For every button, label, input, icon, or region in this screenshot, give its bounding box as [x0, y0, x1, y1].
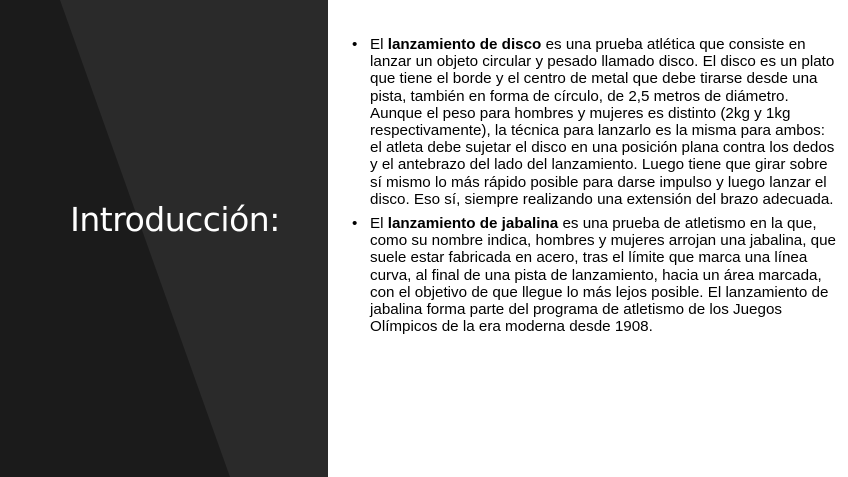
bullet-list: [352, 36, 838, 342]
slide-title: Introducción:: [70, 200, 280, 239]
bullet-text-bold: lanzamiento de disco: [387, 36, 542, 53]
bullet-item-disco: [352, 36, 838, 208]
bullet-text-bold: lanzamiento de jabalina: [387, 215, 559, 233]
bullet-icon: •: [352, 215, 358, 233]
bullet-text-post: es una prueba de atletismo en la que, como su nombre indica, hombres y mujeres arrojan una jabalina, que suele estar fabricada en acero, tras el límite que marca una línea curva, al final de una pista de lanzamiento, hacia un área marcada, con el objetivo de que llegue lo más lejos posible. El lanzamiento de jabalina forma parte del programa de atletismo de los Juegos Olímpicos de la era moderna desde 1908.: [370, 215, 836, 336]
bullet-item-jabalina: [352, 215, 838, 335]
content-panel: [328, 0, 848, 477]
bullet-text-post: es una prueba atlética que consiste en lanzar un objeto circular y pesado llamado disco. El disco es un plato que tiene el borde y el centro de metal que debe tirarse desde una pista, también en forma de círculo, de 2,5 metros de diámetro. Aunque el peso para hombres y mujeres es distinto (2kg y 1kg respectivamente), la técnica para lanzarlo es la misma para ambos: el atleta debe sujetar el disco en una posición plana contra los dedos y el antebrazo del lado del lanzamiento. Luego tiene que girar sobre sí mismo lo más rápido posible para darse impulso y luego lanzar el disco. Eso sí, siempre realizando una extensión del brazo adecuada.: [370, 36, 835, 208]
bullet-text-pre: El: [370, 215, 388, 233]
bullet-text-pre: El: [370, 36, 388, 53]
bullet-icon: •: [352, 36, 358, 53]
title-panel: [0, 0, 328, 477]
